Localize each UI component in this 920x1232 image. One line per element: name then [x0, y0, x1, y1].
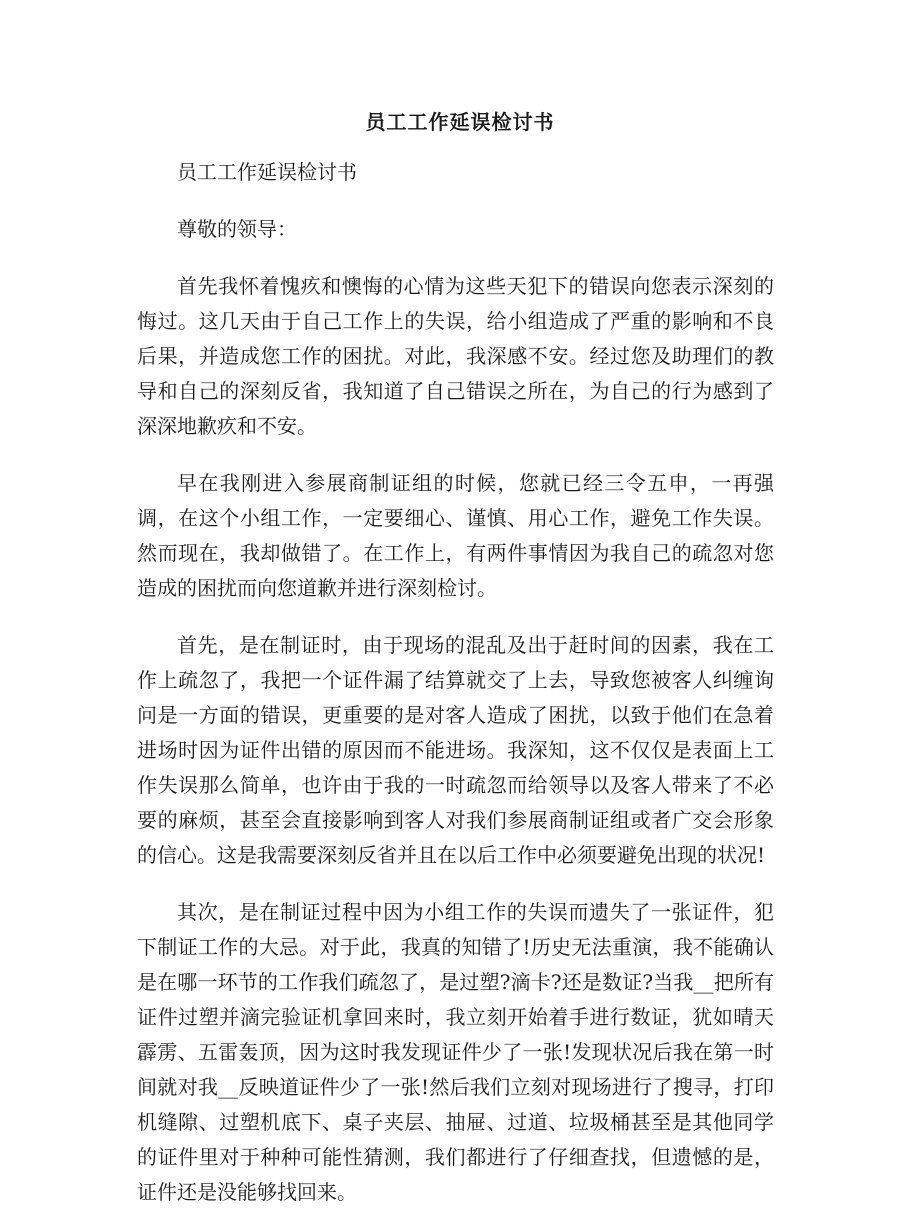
document-title: 员工工作延误检讨书 — [365, 110, 555, 134]
document-body — [137, 155, 774, 1232]
paragraph-heading: 员工工作延误检讨书 — [177, 160, 357, 184]
paragraph-background: 早在我刚进入参展商制证组的时候，您就已经三令五申，一再强调，在这个小组工作，一定要细心、谨慎、用心工作，避免工作失误。然而现在，我却做错了。在工作上，有两件事情因为我自己的疏忽对您造成的困扰而向您道歉并进行深刻检讨。 — [137, 471, 774, 600]
paragraph-apology: 首先我怀着愧疚和懊悔的心情为这些天犯下的错误向您表示深刻的悔过。这几天由于自己工作上的失误，给小组造成了严重的影响和不良后果，并造成您工作的困扰。对此，我深感不安。经过您及助理们的教导和自己的深刻反省，我知道了自己错误之所在，为自己的行为感到了深深地歉疚和不安。 — [137, 274, 774, 438]
paragraph-second-mistake: 其次，是在制证过程中因为小组工作的失误而遗失了一张证件，犯下制证工作的大忌。对于此，我真的知错了!历史无法重演，我不能确认是在哪一环节的工作我们疏忽了，是过塑?滴卡?还是数证?当我__把所有证件过塑并滴完验证机拿回来时，我立刻开始着手进行数证，犹如晴天霹雳、五雷轰顶，因为这时我发现证件少了一张!发现状况后我在第一时间就对我__反映道证件少了一张!然后我们立刻对现场进行了搜寻，打印机缝隙、过塑机底下、桌子夹层、抽屉、过道、垃圾桶甚至是其他同学的证件里对于种种可能性猜测，我们都进行了仔细查找，但遗憾的是，证件还是没能够找回来。 — [137, 900, 774, 1204]
paragraph-first-mistake: 首先，是在制证时，由于现场的混乱及出于赶时间的因素，我在工作上疏忽了，我把一个证件漏了结算就交了上去，导致您被客人纠缠询问是一方面的错误，更重要的是对客人造成了困扰，以致于他们在急着进场时因为证件出错的原因而不能进场。我深知，这不仅仅是表面上工作失误那么简单，也许由于我的一时疏忽而给领导以及客人带来了不必要的麻烦，甚至会直接影响到客人对我们参展商制证组或者广交会形象的信心。这是我需要深刻反省并且在以后工作中必须要避免出现的状况! — [137, 633, 774, 867]
paragraph-salutation: 尊敬的领导： — [177, 217, 297, 241]
